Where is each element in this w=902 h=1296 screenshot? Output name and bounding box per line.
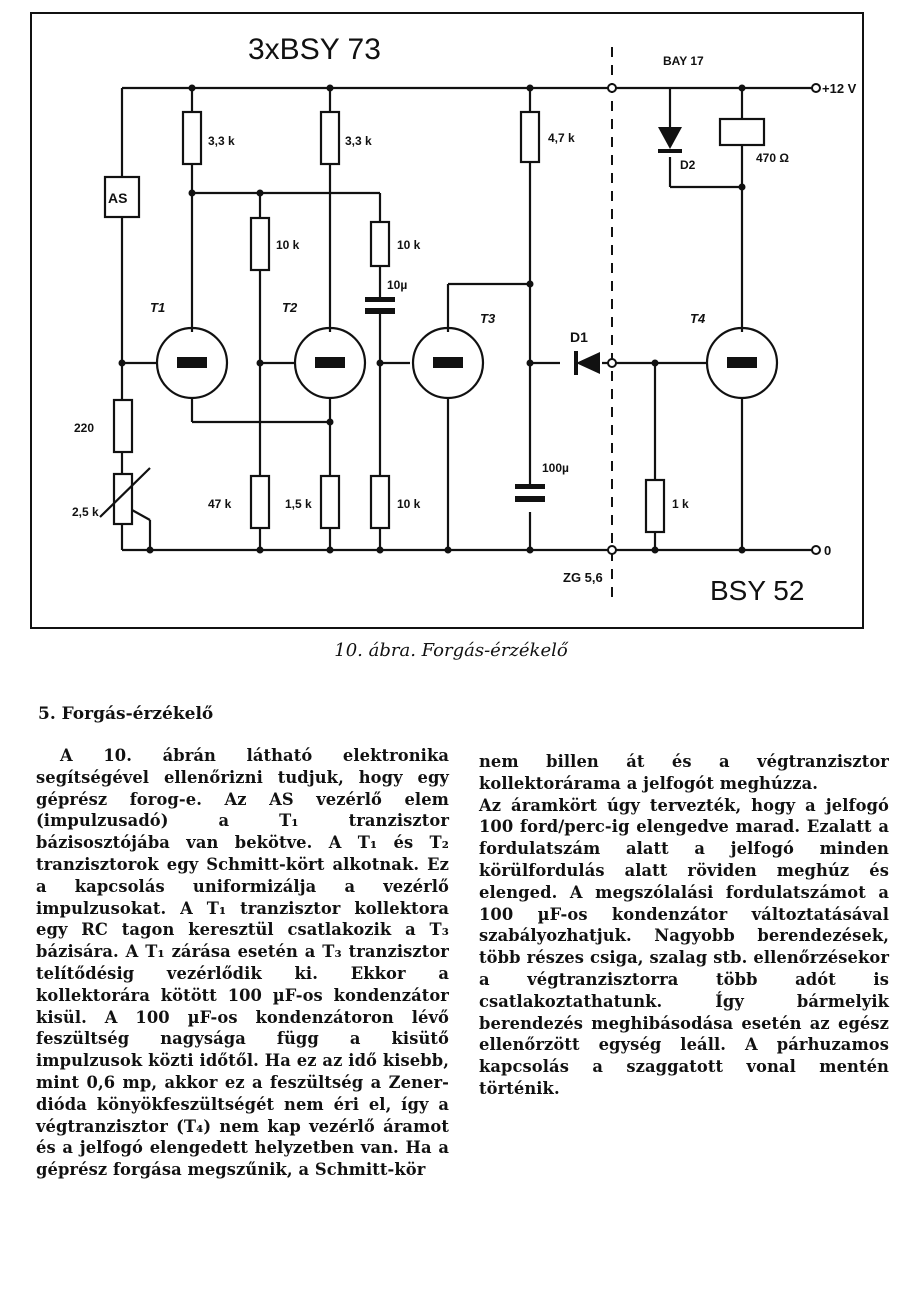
text-column-left	[36, 745, 449, 1181]
section-title: 5. Forgás-érzékelő	[38, 704, 214, 724]
label-r-10k-c: 10 k	[397, 497, 421, 511]
label-c-10u: 10µ	[387, 278, 408, 292]
supply-label: +12 V	[822, 81, 857, 96]
label-r-220: 220	[74, 421, 95, 435]
diode-top-label: BAY 17	[663, 54, 704, 68]
label-relay: 470 Ω	[756, 151, 789, 165]
circuit-schematic	[30, 12, 864, 629]
label-r-3-3k-b: 3,3 k	[345, 134, 372, 148]
paragraph-left: A 10. ábrán látható elektronika segítségével ellenőrizni tudjuk, hogy egy géprész forog-e. Az AS vezérlő elem (impulzusadó) a T₁ tranzisztor bázisosztójába van bekötve. A T₁ és T₂ tranzisztorok egy Schmitt-kört alkotnak. Ez a kapcsolás uniformizálja a vezérlő impulzusokat. A T₁ tranzisztor kollektora egy RC tagon keresztül csatlakozik a T₃ bázisára. A T₁ zárása esetén a T₃ tranzisztor telítődésig vezérlődik ki. Ekkor a kollektorára kötött 100 µF-os kondenzátor kisül. A 100 µF-os kondenzátoron lévő feszültség nagysága függ a kisütő impulzusok közti időtől. Ha ez az idő kisebb, mint 0,6 mp, akkor ez a feszültség a Zener-dióda könyökfeszültségét nem éri el, így a végtranzisztor (T₄) nem kap vezérlő áramot és a jelfogó elengedett helyzetben van. Ha a géprész forgása megszűnik, a Schmitt-kör	[36, 746, 449, 1180]
figure-title: 3xBSY 73	[248, 33, 381, 66]
label-r-1-5k: 1,5 k	[285, 497, 312, 511]
label-t4: T4	[690, 311, 706, 326]
paragraph-right-1: nem billen át és a végtranzisztor kollektorárama a jelfogót meghúzza.	[479, 752, 889, 793]
label-t2: T2	[282, 300, 298, 315]
label-r-10k-b: 10 k	[397, 238, 421, 252]
as-label: AS	[108, 190, 128, 206]
label-r-47k: 47 k	[208, 497, 232, 511]
ground-label: 0	[824, 543, 832, 558]
text-column-right	[479, 751, 889, 1100]
zener-label: ZG 5,6	[563, 570, 603, 585]
label-c-100u: 100µ	[542, 461, 569, 475]
label-d1: D1	[570, 329, 588, 345]
label-r-3-3k-a: 3,3 k	[208, 134, 235, 148]
label-r-4-7k: 4,7 k	[548, 131, 575, 145]
label-r-1k: 1 k	[672, 497, 689, 511]
label-d2: D2	[680, 158, 696, 172]
label-t3: T3	[480, 311, 496, 326]
label-r-10k-a: 10 k	[276, 238, 300, 252]
label-pot-2-5k: 2,5 k	[72, 505, 99, 519]
figure-caption: 10. ábra. Forgás-érzékelő	[334, 640, 568, 661]
figure-bottom-label: BSY 52	[710, 575, 805, 606]
paragraph-right-2: Az áramkört úgy tervezték, hogy a jelfogó 100 ford/perc-ig elengedve marad. Ezalatt a fordulatszám alatt a jelfogó minden körülfordulás alatt röviden meghúz és elenged. A megszólalási fordulatszámot a 100 µF-os kondenzátor változtatásával szabályozhatjuk. Nagyobb berendezések, több részes csiga, szalag stb. ellenőrzésekor a végtranzisztorra több adót is csatlakoztathatunk. Így bármelyik berendezés meghibásodása esetén az egész ellenőrzött egység leáll. A párhuzamos kapcsolás a szaggatott vonal mentén történik.	[479, 795, 889, 1098]
label-t1: T1	[150, 300, 166, 315]
